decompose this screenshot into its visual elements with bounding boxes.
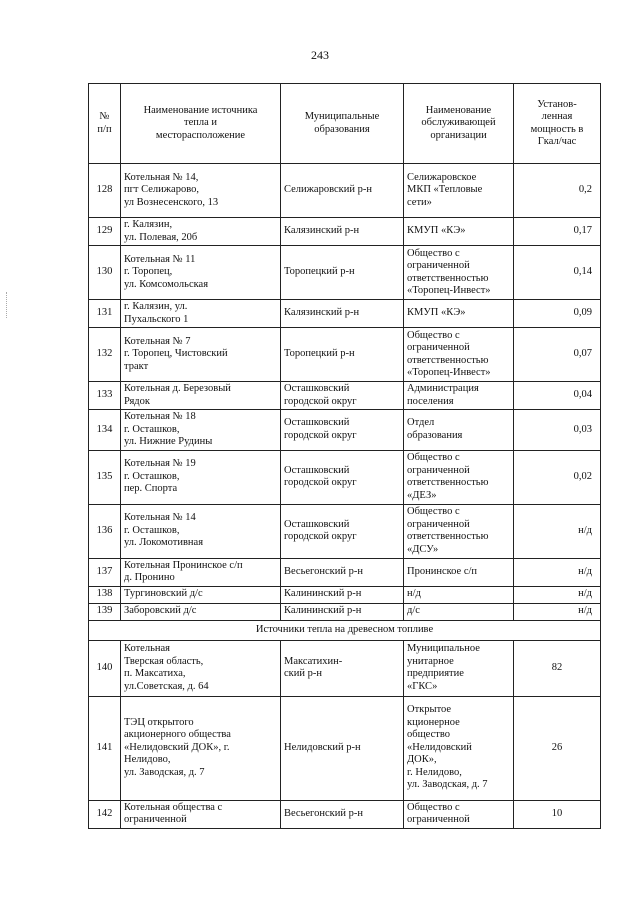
capacity-cell: 0,07 xyxy=(514,328,601,382)
margin-mark xyxy=(6,292,9,318)
source-cell: Котельная Тверская область, п. Максатиха, ул.Советская, д. 64 xyxy=(121,640,281,696)
municipality-cell: Калязинский р-н xyxy=(281,300,404,328)
header-organization: Наименование обслуживающей организации xyxy=(404,84,514,164)
row-number: 129 xyxy=(89,218,121,246)
table-row xyxy=(89,382,601,410)
organization-cell: Общество с ограниченной ответственностью «Торопец-Инвест» xyxy=(404,246,514,300)
header-source: Наименование источника тепла и месторасположение xyxy=(121,84,281,164)
header-municipality: Муниципальные образования xyxy=(281,84,404,164)
municipality-cell: Торопецкий р-н xyxy=(281,246,404,300)
table-row xyxy=(89,246,601,300)
row-number: 130 xyxy=(89,246,121,300)
municipality-cell: Максатихин- ский р-н xyxy=(281,640,404,696)
municipality-cell: Калининский р-н xyxy=(281,603,404,620)
municipality-cell: Нелидовский р-н xyxy=(281,696,404,800)
table-row xyxy=(89,164,601,218)
row-number: 138 xyxy=(89,586,121,603)
table-row xyxy=(89,696,601,800)
row-number: 140 xyxy=(89,640,121,696)
table-row xyxy=(89,504,601,558)
table-row xyxy=(89,328,601,382)
organization-cell: КМУП «КЭ» xyxy=(404,300,514,328)
row-number: 133 xyxy=(89,382,121,410)
organization-cell: Администрация поселения xyxy=(404,382,514,410)
organization-cell: Селижаровское МКП «Тепловые сети» xyxy=(404,164,514,218)
municipality-cell: Торопецкий р-н xyxy=(281,328,404,382)
table-row xyxy=(89,640,601,696)
row-number: 137 xyxy=(89,558,121,586)
organization-cell: Общество с ограниченной ответственностью «ДЕЗ» xyxy=(404,450,514,504)
source-cell: Котельная д. Березовый Рядок xyxy=(121,382,281,410)
source-cell: Котельная общества с ограниченной xyxy=(121,800,281,828)
table-row xyxy=(89,586,601,603)
row-number: 135 xyxy=(89,450,121,504)
organization-cell: Общество с ограниченной xyxy=(404,800,514,828)
organization-cell: Муниципальное унитарное предприятие «ГКС» xyxy=(404,640,514,696)
table-header-row xyxy=(89,84,601,164)
municipality-cell: Осташковский городской округ xyxy=(281,410,404,451)
header-capacity: Установ- ленная мощность в Гкал/час xyxy=(514,84,601,164)
row-number: 134 xyxy=(89,410,121,451)
row-number: 131 xyxy=(89,300,121,328)
capacity-cell: 0,2 xyxy=(514,164,601,218)
section-title: Источники тепла на древесном топливе xyxy=(89,620,601,640)
table-row xyxy=(89,558,601,586)
table-row xyxy=(89,450,601,504)
capacity-cell: н/д xyxy=(514,586,601,603)
municipality-cell: Калязинский р-н xyxy=(281,218,404,246)
capacity-cell: 26 xyxy=(514,696,601,800)
capacity-cell: н/д xyxy=(514,603,601,620)
organization-cell: Пронинское с/п xyxy=(404,558,514,586)
capacity-cell: н/д xyxy=(514,558,601,586)
organization-cell: н/д xyxy=(404,586,514,603)
municipality-cell: Осташковский городской округ xyxy=(281,504,404,558)
organization-cell: КМУП «КЭ» xyxy=(404,218,514,246)
table-row xyxy=(89,218,601,246)
organization-cell: Открытое кционерное общество «Нелидовский ДОК», г. Нелидово, ул. Заводская, д. 7 xyxy=(404,696,514,800)
source-cell: Котельная № 11 г. Торопец, ул. Комсомольская xyxy=(121,246,281,300)
organization-cell: д/с xyxy=(404,603,514,620)
municipality-cell: Селижаровский р-н xyxy=(281,164,404,218)
row-number: 136 xyxy=(89,504,121,558)
capacity-cell: 0,02 xyxy=(514,450,601,504)
table-row xyxy=(89,800,601,828)
row-number: 142 xyxy=(89,800,121,828)
row-number: 128 xyxy=(89,164,121,218)
source-cell: Заборовский д/с xyxy=(121,603,281,620)
table-row xyxy=(89,603,601,620)
organization-cell: Отдел образования xyxy=(404,410,514,451)
capacity-cell: 0,03 xyxy=(514,410,601,451)
source-cell: Котельная № 14 г. Осташков, ул. Локомотивная xyxy=(121,504,281,558)
source-cell: Котельная № 18 г. Осташков, ул. Нижние Рудины xyxy=(121,410,281,451)
source-cell: Котельная № 19 г. Осташков, пер. Спорта xyxy=(121,450,281,504)
table-row xyxy=(89,300,601,328)
row-number: 132 xyxy=(89,328,121,382)
section-row xyxy=(89,620,601,640)
source-cell: г. Калязин, ул. Пухальского 1 xyxy=(121,300,281,328)
header-num: № п/п xyxy=(89,84,121,164)
source-cell: Котельная Пронинское с/п д. Пронино xyxy=(121,558,281,586)
organization-cell: Общество с ограниченной ответственностью «ДСУ» xyxy=(404,504,514,558)
source-cell: Котельная № 7 г. Торопец, Чистовский тракт xyxy=(121,328,281,382)
municipality-cell: Весьегонский р-н xyxy=(281,800,404,828)
source-cell: Котельная № 14, пгт Селижарово, ул Вознесенского, 13 xyxy=(121,164,281,218)
capacity-cell: 0,09 xyxy=(514,300,601,328)
municipality-cell: Осташковский городской округ xyxy=(281,450,404,504)
organization-cell: Общество с ограниченной ответственностью «Торопец-Инвест» xyxy=(404,328,514,382)
capacity-cell: 10 xyxy=(514,800,601,828)
table-row xyxy=(89,410,601,451)
municipality-cell: Осташковский городской округ xyxy=(281,382,404,410)
row-number: 141 xyxy=(89,696,121,800)
source-cell: Тургиновский д/с xyxy=(121,586,281,603)
municipality-cell: Калининский р-н xyxy=(281,586,404,603)
row-number: 139 xyxy=(89,603,121,620)
source-cell: ТЭЦ открытого акционерного общества «Нелидовский ДОК», г. Нелидово, ул. Заводская, д. 7 xyxy=(121,696,281,800)
capacity-cell: 0,14 xyxy=(514,246,601,300)
heat-sources-table xyxy=(88,83,601,829)
capacity-cell: н/д xyxy=(514,504,601,558)
municipality-cell: Весьегонский р-н xyxy=(281,558,404,586)
capacity-cell: 0,17 xyxy=(514,218,601,246)
capacity-cell: 0,04 xyxy=(514,382,601,410)
source-cell: г. Калязин, ул. Полевая, 20б xyxy=(121,218,281,246)
capacity-cell: 82 xyxy=(514,640,601,696)
page-number: 243 xyxy=(311,48,329,62)
